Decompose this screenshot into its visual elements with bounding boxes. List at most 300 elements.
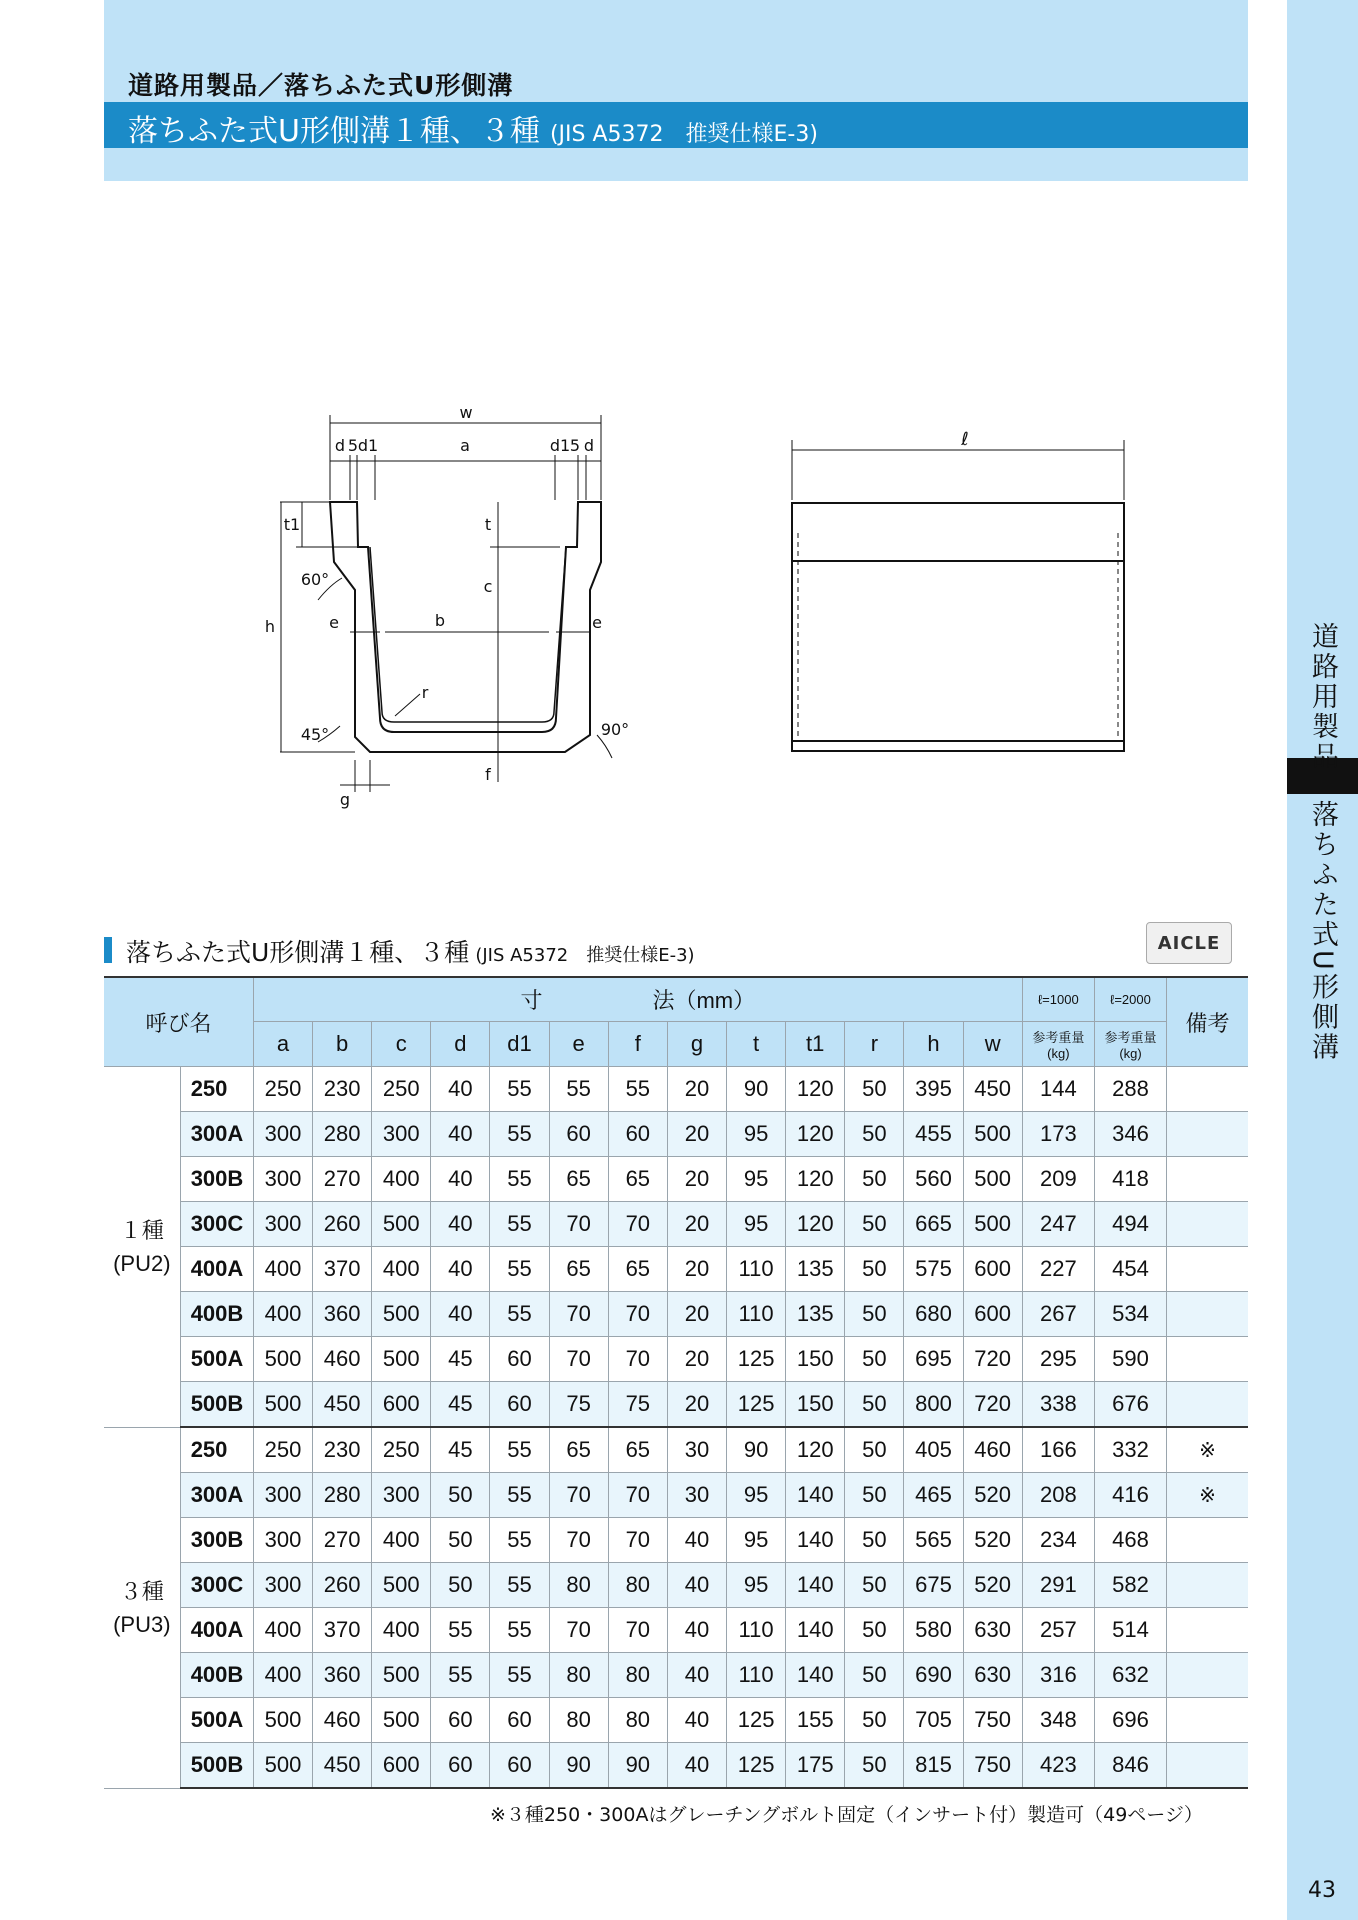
weight-1000-cell: 173: [1022, 1112, 1094, 1157]
label-d-right: d: [583, 436, 595, 455]
remarks-cell: [1167, 1518, 1248, 1563]
dim-cell: 260: [313, 1202, 372, 1247]
dim-cell: 500: [253, 1698, 312, 1743]
dim-cell: 450: [313, 1743, 372, 1789]
dim-cell: 675: [904, 1563, 963, 1608]
size-cell: 500B: [180, 1382, 253, 1428]
dim-cell: 250: [372, 1067, 431, 1112]
dim-cell: 80: [608, 1563, 667, 1608]
dim-cell: 400: [372, 1608, 431, 1653]
page-number: 43: [1308, 1878, 1336, 1903]
size-cell: 300A: [180, 1473, 253, 1518]
dim-cell: 40: [667, 1653, 726, 1698]
dim-cell: 250: [372, 1427, 431, 1473]
dim-cell: 250: [253, 1427, 312, 1473]
table-row: [104, 1292, 1248, 1337]
side-tab-label-top: 道路用製品: [1307, 622, 1338, 772]
dim-cell: 450: [963, 1067, 1022, 1112]
dim-cell: 600: [963, 1292, 1022, 1337]
table-row: [104, 1247, 1248, 1292]
dim-cell: 750: [963, 1698, 1022, 1743]
dim-cell: 120: [786, 1427, 845, 1473]
dim-cell: 30: [667, 1427, 726, 1473]
dim-cell: 20: [667, 1382, 726, 1428]
dim-cell: 20: [667, 1202, 726, 1247]
dim-cell: 40: [431, 1292, 490, 1337]
header-col-a: a: [253, 1022, 312, 1067]
dim-cell: 400: [253, 1292, 312, 1337]
dim-cell: 30: [667, 1473, 726, 1518]
weight-2000-cell: 846: [1094, 1743, 1166, 1789]
section-title: [126, 933, 695, 969]
dim-cell: 560: [904, 1157, 963, 1202]
weight-2000-cell: 288: [1094, 1067, 1166, 1112]
dim-cell: 95: [727, 1563, 786, 1608]
dim-cell: 465: [904, 1473, 963, 1518]
header-col-t1: t1: [786, 1022, 845, 1067]
label-f: f: [485, 765, 491, 784]
dim-cell: 450: [313, 1382, 372, 1428]
dim-cell: 120: [786, 1067, 845, 1112]
dim-cell: 50: [431, 1473, 490, 1518]
dim-cell: 140: [786, 1608, 845, 1653]
header-l1000: ℓ=1000: [1022, 977, 1094, 1022]
dim-cell: 65: [608, 1427, 667, 1473]
dim-cell: 40: [431, 1157, 490, 1202]
section-title-text: 落ちふた式U形側溝１種、３種: [126, 938, 470, 967]
label-5-right: 5: [569, 436, 581, 455]
dim-cell: 60: [490, 1382, 549, 1428]
dim-cell: 55: [490, 1112, 549, 1157]
header-col-t: t: [727, 1022, 786, 1067]
weight-1000-cell: 291: [1022, 1563, 1094, 1608]
remarks-cell: [1167, 1698, 1248, 1743]
label-a: a: [460, 436, 470, 455]
size-cell: 300C: [180, 1202, 253, 1247]
dim-cell: 50: [845, 1292, 904, 1337]
dim-cell: 500: [963, 1202, 1022, 1247]
dim-cell: 40: [431, 1112, 490, 1157]
label-angle-60: 60°: [300, 570, 330, 589]
header-remarks: 備考: [1167, 977, 1248, 1067]
remarks-cell: [1167, 1382, 1248, 1428]
dim-cell: 65: [549, 1247, 608, 1292]
dim-cell: 720: [963, 1382, 1022, 1428]
size-cell: 400A: [180, 1247, 253, 1292]
dim-cell: 705: [904, 1698, 963, 1743]
dim-cell: 150: [786, 1337, 845, 1382]
table-row: [104, 1653, 1248, 1698]
dim-cell: 60: [490, 1743, 549, 1789]
dim-cell: 815: [904, 1743, 963, 1789]
dim-cell: 175: [786, 1743, 845, 1789]
dim-cell: 400: [253, 1608, 312, 1653]
dim-cell: 70: [549, 1518, 608, 1563]
dim-cell: 665: [904, 1202, 963, 1247]
dim-cell: 55: [490, 1473, 549, 1518]
dim-cell: 20: [667, 1112, 726, 1157]
header-col-b: b: [313, 1022, 372, 1067]
header-name: 呼び名: [104, 977, 253, 1067]
dim-cell: 65: [549, 1157, 608, 1202]
size-cell: 500B: [180, 1743, 253, 1789]
section-marker: [104, 937, 112, 963]
dim-cell: 600: [372, 1382, 431, 1428]
dim-cell: 500: [372, 1292, 431, 1337]
table-row: [104, 1518, 1248, 1563]
dim-cell: 60: [490, 1337, 549, 1382]
footnote: ※３種250・300Aはグレーチングボルト固定（インサート付）製造可（49ページ）: [490, 1804, 1203, 1826]
remarks-cell: [1167, 1608, 1248, 1653]
weight-2000-cell: 494: [1094, 1202, 1166, 1247]
page-title: [128, 106, 818, 150]
dim-cell: 500: [253, 1382, 312, 1428]
dim-cell: 95: [727, 1157, 786, 1202]
weight-2000-cell: 332: [1094, 1427, 1166, 1473]
size-cell: 400A: [180, 1608, 253, 1653]
dim-cell: 50: [845, 1202, 904, 1247]
weight-2000-cell: 418: [1094, 1157, 1166, 1202]
header-col-r: r: [845, 1022, 904, 1067]
page-title-sub: (JIS A5372 推奨仕様E-3): [549, 122, 818, 147]
dim-cell: 70: [608, 1473, 667, 1518]
header-col-g: g: [667, 1022, 726, 1067]
dim-cell: 70: [549, 1292, 608, 1337]
dim-cell: 80: [608, 1653, 667, 1698]
dim-cell: 360: [313, 1292, 372, 1337]
table-row: [104, 1067, 1248, 1112]
dim-cell: 300: [253, 1563, 312, 1608]
dim-cell: 565: [904, 1518, 963, 1563]
dim-cell: 135: [786, 1292, 845, 1337]
dim-cell: 55: [490, 1427, 549, 1473]
label-b: b: [434, 611, 446, 630]
weight-1000-cell: 208: [1022, 1473, 1094, 1518]
dim-cell: 55: [490, 1247, 549, 1292]
dim-cell: 55: [490, 1653, 549, 1698]
dim-cell: 50: [845, 1563, 904, 1608]
dim-cell: 70: [549, 1202, 608, 1247]
dim-cell: 75: [549, 1382, 608, 1428]
dim-cell: 300: [253, 1518, 312, 1563]
dim-cell: 370: [313, 1247, 372, 1292]
category-heading: 道路用製品／落ちふた式U形側溝: [128, 71, 514, 100]
table-row: [104, 1112, 1248, 1157]
header-col-e: e: [549, 1022, 608, 1067]
dim-cell: 95: [727, 1518, 786, 1563]
size-cell: 400B: [180, 1653, 253, 1698]
dim-cell: 135: [786, 1247, 845, 1292]
dim-cell: 140: [786, 1518, 845, 1563]
dim-cell: 50: [845, 1112, 904, 1157]
dim-cell: 500: [372, 1653, 431, 1698]
dim-cell: 55: [431, 1653, 490, 1698]
dim-cell: 575: [904, 1247, 963, 1292]
dim-cell: 95: [727, 1202, 786, 1247]
dim-cell: 630: [963, 1653, 1022, 1698]
weight-2000-cell: 346: [1094, 1112, 1166, 1157]
dim-cell: 140: [786, 1473, 845, 1518]
dim-cell: 230: [313, 1067, 372, 1112]
size-cell: 500A: [180, 1337, 253, 1382]
dim-cell: 20: [667, 1292, 726, 1337]
label-t1: t1: [283, 515, 301, 534]
dim-cell: 260: [313, 1563, 372, 1608]
dim-cell: 400: [372, 1518, 431, 1563]
dim-cell: 50: [431, 1518, 490, 1563]
dim-cell: 90: [727, 1067, 786, 1112]
remarks-cell: [1167, 1292, 1248, 1337]
dim-cell: 300: [253, 1473, 312, 1518]
dim-cell: 250: [253, 1067, 312, 1112]
dim-cell: 800: [904, 1382, 963, 1428]
weight-1000-cell: 227: [1022, 1247, 1094, 1292]
table-row: [104, 1698, 1248, 1743]
dim-cell: 580: [904, 1608, 963, 1653]
dim-cell: 520: [963, 1473, 1022, 1518]
dim-cell: 45: [431, 1382, 490, 1428]
table-row: [104, 1743, 1248, 1789]
dim-cell: 60: [549, 1112, 608, 1157]
label-c: c: [483, 577, 493, 596]
weight-2000-cell: 582: [1094, 1563, 1166, 1608]
dim-cell: 70: [608, 1608, 667, 1653]
dim-cell: 45: [431, 1337, 490, 1382]
dim-cell: 500: [963, 1157, 1022, 1202]
dim-cell: 300: [372, 1473, 431, 1518]
label-e-right: e: [592, 613, 602, 632]
dim-cell: 50: [845, 1743, 904, 1789]
size-cell: 250: [180, 1427, 253, 1473]
spec-table: [104, 976, 1248, 1789]
dim-cell: 55: [608, 1067, 667, 1112]
remarks-cell: ※: [1167, 1473, 1248, 1518]
dim-cell: 55: [490, 1157, 549, 1202]
dim-cell: 55: [490, 1608, 549, 1653]
header-col-d1: d1: [490, 1022, 549, 1067]
dim-cell: 40: [667, 1518, 726, 1563]
dim-cell: 50: [845, 1157, 904, 1202]
label-g: g: [339, 790, 351, 809]
dim-cell: 400: [372, 1247, 431, 1292]
dim-cell: 20: [667, 1067, 726, 1112]
dim-cell: 70: [549, 1473, 608, 1518]
dim-cell: 50: [845, 1067, 904, 1112]
dim-cell: 60: [608, 1112, 667, 1157]
dim-cell: 65: [608, 1157, 667, 1202]
header-l2000: ℓ=2000: [1094, 977, 1166, 1022]
side-view-body: [792, 503, 1124, 751]
dim-cell: 280: [313, 1112, 372, 1157]
dim-cell: 90: [549, 1743, 608, 1789]
size-cell: 300B: [180, 1518, 253, 1563]
dim-cell: 125: [727, 1743, 786, 1789]
size-cell: 250: [180, 1067, 253, 1112]
dim-cell: 45: [431, 1427, 490, 1473]
label-angle-45: 45°: [300, 725, 330, 744]
dim-cell: 520: [963, 1518, 1022, 1563]
group-label: [104, 1067, 180, 1428]
dim-cell: 400: [253, 1247, 312, 1292]
dim-cell: 80: [549, 1698, 608, 1743]
group-label: [104, 1427, 180, 1788]
header-col-w: w: [963, 1022, 1022, 1067]
table-row: [104, 1337, 1248, 1382]
dim-cell: 500: [372, 1563, 431, 1608]
dim-cell: 40: [431, 1247, 490, 1292]
dim-cell: 20: [667, 1247, 726, 1292]
group-label-kind: ３種: [119, 1578, 164, 1604]
channel-inner-line: [370, 547, 566, 722]
dim-cell: 750: [963, 1743, 1022, 1789]
weight-2000-cell: 696: [1094, 1698, 1166, 1743]
dim-cell: 395: [904, 1067, 963, 1112]
dim-cell: 460: [313, 1698, 372, 1743]
dim-cell: 500: [963, 1112, 1022, 1157]
dim-cell: 70: [608, 1292, 667, 1337]
remarks-cell: [1167, 1337, 1248, 1382]
remarks-cell: [1167, 1563, 1248, 1608]
header-dims: 寸 法（mm）: [253, 977, 1022, 1022]
group-label-code: (PU2): [113, 1250, 171, 1276]
dim-cell: 300: [253, 1157, 312, 1202]
dim-cell: 50: [845, 1473, 904, 1518]
dim-cell: 55: [490, 1067, 549, 1112]
remarks-cell: ※: [1167, 1427, 1248, 1473]
header-weight-1000: 参考重量(kg): [1022, 1022, 1094, 1067]
dim-cell: 140: [786, 1563, 845, 1608]
dim-cell: 70: [549, 1337, 608, 1382]
label-d-left: d: [334, 436, 346, 455]
dim-cell: 150: [786, 1382, 845, 1428]
dim-cell: 40: [431, 1067, 490, 1112]
dim-cell: 50: [845, 1518, 904, 1563]
dim-cell: 80: [608, 1698, 667, 1743]
header-col-c: c: [372, 1022, 431, 1067]
dim-cell: 110: [727, 1247, 786, 1292]
dim-cell: 680: [904, 1292, 963, 1337]
aicle-logo: AICLE: [1146, 922, 1232, 964]
weight-1000-cell: 423: [1022, 1743, 1094, 1789]
dim-cell: 300: [372, 1112, 431, 1157]
dim-cell: 155: [786, 1698, 845, 1743]
dim-cell: 600: [963, 1247, 1022, 1292]
dim-cell: 500: [253, 1743, 312, 1789]
remarks-cell: [1167, 1112, 1248, 1157]
label-5-left: 5: [347, 436, 359, 455]
dim-cell: 75: [608, 1382, 667, 1428]
label-r: r: [421, 683, 429, 702]
dim-cell: 55: [549, 1067, 608, 1112]
dim-cell: 55: [490, 1518, 549, 1563]
dim-cell: 125: [727, 1382, 786, 1428]
dim-cell: 20: [667, 1157, 726, 1202]
size-cell: 400B: [180, 1292, 253, 1337]
weight-2000-cell: 454: [1094, 1247, 1166, 1292]
dim-cell: 55: [490, 1292, 549, 1337]
dim-cell: 270: [313, 1157, 372, 1202]
dim-cell: 110: [727, 1292, 786, 1337]
weight-2000-cell: 676: [1094, 1382, 1166, 1428]
dim-cell: 600: [372, 1743, 431, 1789]
dim-cell: 80: [549, 1563, 608, 1608]
remarks-cell: [1167, 1247, 1248, 1292]
dim-cell: 50: [845, 1382, 904, 1428]
weight-2000-cell: 590: [1094, 1337, 1166, 1382]
dim-cell: 460: [963, 1427, 1022, 1473]
dim-cell: 270: [313, 1518, 372, 1563]
cross-section-diagram: [250, 395, 650, 815]
weight-1000-cell: 234: [1022, 1518, 1094, 1563]
dim-cell: 400: [253, 1653, 312, 1698]
weight-2000-cell: 632: [1094, 1653, 1166, 1698]
weight-1000-cell: 348: [1022, 1698, 1094, 1743]
dim-cell: 455: [904, 1112, 963, 1157]
label-ell: ℓ: [961, 429, 969, 450]
dim-cell: 500: [372, 1202, 431, 1247]
weight-1000-cell: 316: [1022, 1653, 1094, 1698]
weight-1000-cell: 166: [1022, 1427, 1094, 1473]
dim-cell: 55: [490, 1563, 549, 1608]
dim-cell: 90: [727, 1427, 786, 1473]
dim-cell: 55: [490, 1202, 549, 1247]
table-row: [104, 1157, 1248, 1202]
dim-cell: 120: [786, 1157, 845, 1202]
dim-cell: 360: [313, 1653, 372, 1698]
dim-cell: 40: [667, 1608, 726, 1653]
dim-cell: 50: [431, 1563, 490, 1608]
dim-cell: 70: [549, 1608, 608, 1653]
size-cell: 300A: [180, 1112, 253, 1157]
dim-cell: 50: [845, 1698, 904, 1743]
dim-cell: 60: [431, 1743, 490, 1789]
remarks-cell: [1167, 1202, 1248, 1247]
dim-cell: 500: [372, 1698, 431, 1743]
weight-1000-cell: 144: [1022, 1067, 1094, 1112]
dim-cell: 110: [727, 1608, 786, 1653]
label-e-left: e: [329, 613, 339, 632]
dim-cell: 50: [845, 1247, 904, 1292]
dim-cell: 520: [963, 1563, 1022, 1608]
weight-1000-cell: 338: [1022, 1382, 1094, 1428]
dim-cell: 690: [904, 1653, 963, 1698]
dim-cell: 720: [963, 1337, 1022, 1382]
dim-cell: 300: [253, 1202, 312, 1247]
remarks-cell: [1167, 1743, 1248, 1789]
header-col-h: h: [904, 1022, 963, 1067]
dim-cell: 50: [845, 1427, 904, 1473]
dim-cell: 60: [490, 1698, 549, 1743]
remarks-cell: [1167, 1157, 1248, 1202]
weight-1000-cell: 247: [1022, 1202, 1094, 1247]
dim-cell: 50: [845, 1608, 904, 1653]
dim-cell: 500: [372, 1337, 431, 1382]
dim-cell: 460: [313, 1337, 372, 1382]
table-row: [104, 1563, 1248, 1608]
dim-cell: 140: [786, 1653, 845, 1698]
dim-cell: 500: [253, 1337, 312, 1382]
label-h: h: [264, 617, 276, 636]
dim-cell: 70: [608, 1518, 667, 1563]
dim-cell: 95: [727, 1473, 786, 1518]
dim-cell: 50: [845, 1653, 904, 1698]
dim-cell: 405: [904, 1427, 963, 1473]
header-weight-2000: 参考重量(kg): [1094, 1022, 1166, 1067]
label-d1-left: d1: [357, 436, 379, 455]
dim-cell: 125: [727, 1698, 786, 1743]
dim-cell: 40: [667, 1563, 726, 1608]
remarks-cell: [1167, 1653, 1248, 1698]
